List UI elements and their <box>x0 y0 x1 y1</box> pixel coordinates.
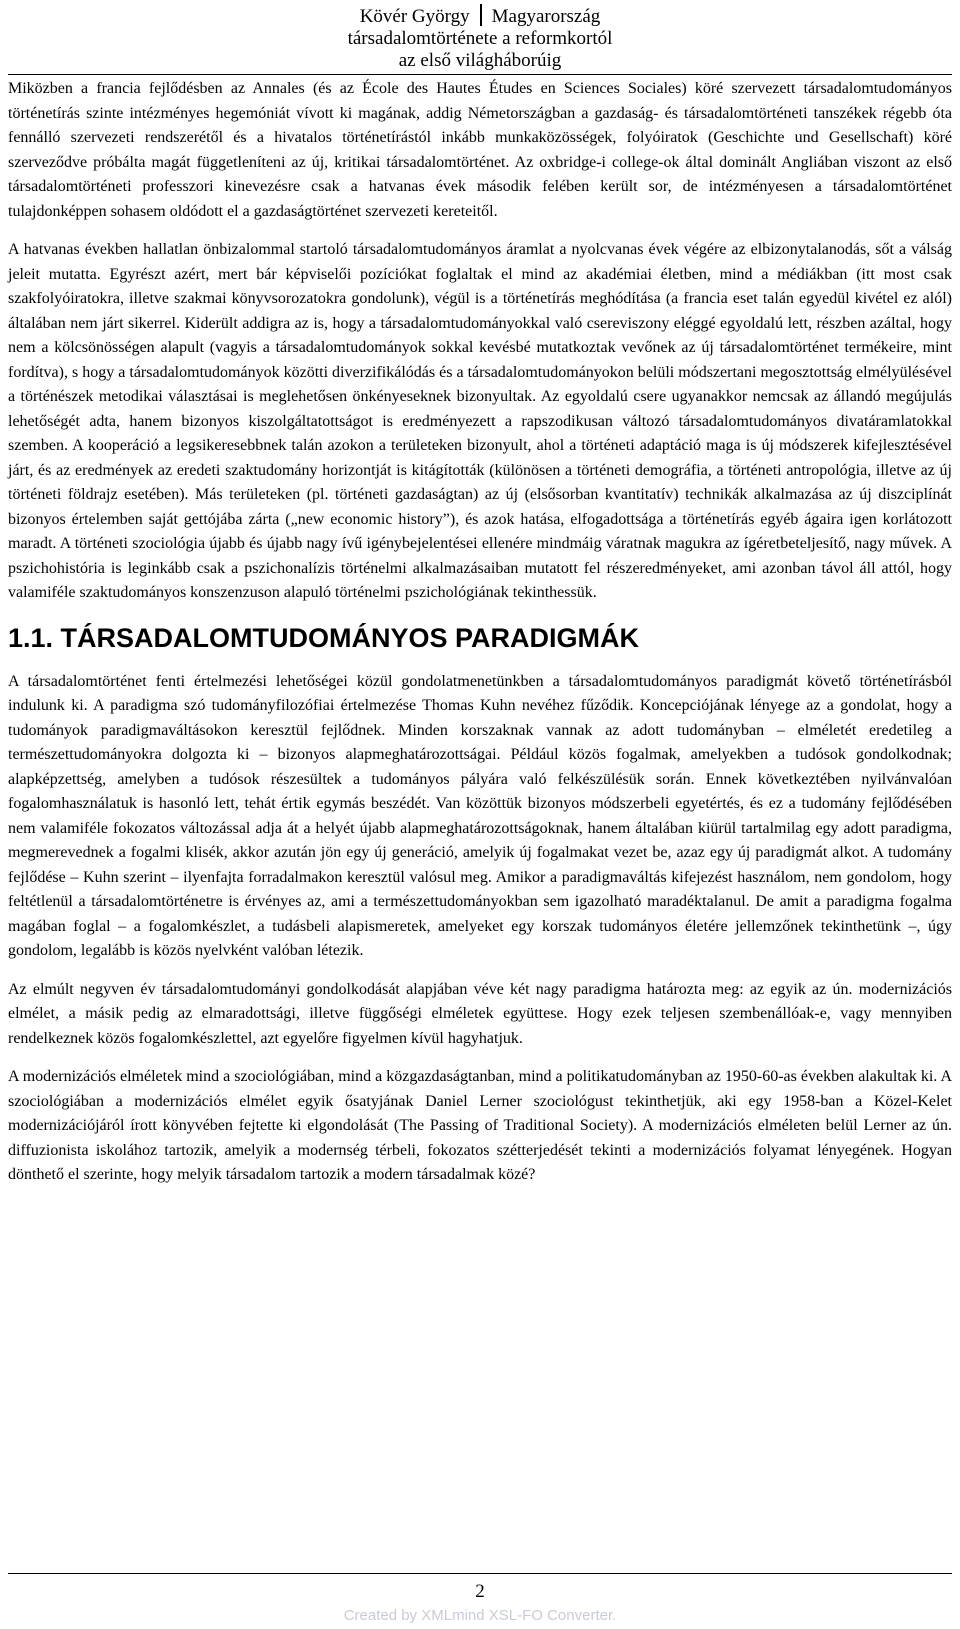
header-title-line1: Magyarország <box>491 6 601 27</box>
paragraph-5: A modernizációs elméletek mind a szociológiában, mind a közgazdaságtanban, mind a politikatudományban az 1950-60-as években alakultak ki. A szociológiában a modernizációs elmélet egyik ősatyjának Daniel Lerner szociológust tekinthetjük, aki egy 1958-ban a Közel-Kelet modernizációjáról írott könyvében fejtette ki elgondolását (The Passing of Traditional Society). A modernizációs elméleten belül Lerner az ún. diffuzionista iskolához tartozik, amelyik a modernség térbeli, fokozatos szétterjedését tekinti a modernizációs folyamat lényegének. Hogyan dönthető el szerinte, hogy melyik társadalom tartozik a modern társadalmak közé? <box>8 1068 952 1183</box>
paragraph-gap <box>8 1051 952 1065</box>
header-title-line3: az első világháborúig <box>398 50 562 71</box>
paragraph-gap <box>8 224 952 238</box>
footer-rule <box>8 1573 952 1574</box>
header-rule <box>8 74 952 75</box>
header-top-line <box>0 4 960 29</box>
body-text <box>8 77 952 1188</box>
paragraph-gap <box>8 964 952 978</box>
page-number: 2 <box>475 1581 485 1602</box>
paragraph-2: A hatvanas években hallatlan önbizalommal startoló társadalomtudományos áramlat a nyolcvanas évek végére az elbizonytalanodás, sőt a válság jeleit mutatta. Egyrészt azért, mert bár képviselői pozíciókat foglaltak el mind az akadémiai életben, mind a médiákban (itt most csak szakfolyóiratokra, illetve szakmai könyvsorozatokra gondolunk), végül is a történetírás meghódítása (a francia eset talán egyedül kivétel ez alól) általában nem járt sikerrel. Kiderült addigra az is, hogy a társadalomtudományokkal való csereviszony eléggé egyoldalú lett, részben azáltal, hogy nem a kölcsönösségen alapult (vagyis a társadalomtudományok sokkal kevésbé mutatkoztak vevőnek az új társadalomtörténet termékeire, mint fordítva), s hogy a társadalomtudományok közötti diverzifikálódás és a társadalomtudományokon belüli módszertani megosztottság elmélyülésével a történészek metodikai választásai is meglehetősen önkényeseknek bizonyultak. Az egyoldalú csere ugyanakkor nemcsak az állandó megújulás lehetőségét adta, hanem bizonyos kiszolgáltatottságot is eredményezett a rapszodikusan változó társadalomtudományos divatáramlatokkal szemben. A kooperáció a legsikeresebbnek talán azokon a területeken bizonyult, ahol a történeti adaptáció maga is új módszerek kifejlesztésével járt, és az eredmények az eredeti szaktudomány horizontját is kitágították (különösen a történeti demográfia, a történeti antropológia, illetve az új történeti földrajz esetében). Más területeken (pl. történeti gazdaságtan) az új (elsősorban kvantitatív) technikák alkalmazása az új diszciplínát bizonyos értelemben saját gettójába zárta („new economic history”), és azok hatása, elfogadottsága a történetírás egyéb ágaira igen korlátozott maradt. A történeti szociológia újabb és újabb nagy ívű igénybejelentései ellenére mindmáig váratnak magukra az ígéretbeteljesítő, nagy művek. A pszichohistória is leginkább csak a pszichonalízis történelmi alkalmazásaiban mutatott fel részeredményeket, ami azonban távol áll attól, hogy valamiféle szaktudományos konszenzuson alapuló történelmi pszichológiának tekinthessük. <box>8 241 952 601</box>
header-title-line2: társadalomtörténete a reformkortól <box>347 28 613 49</box>
paragraph-4: Az elmúlt negyven év társadalomtudományi gondolkodását alapjában véve két nagy paradigma határozta meg: az egyik az ún. modernizációs elmélet, a másik pedig az elmaradottsági, illetve függőségi elméletek együttese. Hogy ezek teljesen szembenállóak-e, vagy mennyiben rendelkeznek közös fogalomkészlettel, azt egyelőre figyelmen kívül hagyhatjuk. <box>8 980 952 1047</box>
paragraph-3: A társadalomtörténet fenti értelmezési lehetőségei közül gondolatmenetünkben a társadalomtudományos paradigmát követő történetírásból indulunk ki. A paradigma szó tudományfilozófiai értelmezése Thomas Kuhn nevéhez fűződik. Koncepciójának lényege az a gondolat, hogy a tudományok paradigmaváltásokon keresztül fejlődnek. Minden korszaknak vannak az adott tudományban – elméletét eredetileg a természettudományokra dolgozta ki – bizonyos alapmeghatározottságai. Például közös fogalmak, amelyekben a tudósok gondolkodnak; alapképzettség, amelyben a tudósok részesültek a tudományos pályára való felkészülésük során. Ennek következtében nyilvánvalóan fogalomhasználatuk is hasonló lett, tehát értik egymás beszédét. Van közöttük bizonyos módszerbeli egyetértés, és ez a tudomány fejlődésében nem valamiféle fokozatos változással adja át a helyét újabb alapmeghatározottságoknak, hanem általában kiürül tartalmilag egy adott paradigma, megmerevednek a fogalmi klisék, akkor azután jön egy új generáció, amelyik új fogalmakat vezet be, azaz egy új paradigmát alkot. A tudomány fejlődése – Kuhn szerint – ilyenfajta forradalmakon keresztül valósul meg. Amikor a paradigmaváltás kifejezést használom, nem gondolom, hogy feltétlenül a társadalomtörténetre is érvényes az, ami a természettudományokban sem igazolható maradéktalanul. De amit a paradigma fogalma magában foglal – a fogalomkészlet, a tudásbeli alapismeretek, amelyeket egy korszak tudományos életére jellemzőnek tekinthetünk –, úgy gondolom, legalább is közös nyelvként valóban létezik. <box>8 672 952 959</box>
paragraph-1: Miközben a francia fejlődésben az Annales (és az École des Hautes Études en Sciences Sociales) köré szervezett társadalomtudományos történetírás szinte intézményes hegemóniát vívott ki magának, addig Németországban a gazdaság- és társadalomtörténeti tanszékek régebb óta fennálló szervezeti rendszerétől és a hivatalos történetírástól inkább munkaközösségek, folyóiratok (Geschichte und Gesellschaft) köré szerveződve próbálta magát függetleníteni az új, kritikai társadalomtörténet. Az oxbridge-i college-ok által dominált Angliában viszont az első társadalomtörténeti professzori kinevezésre csak a hatvanas évek második felében került sor, de intézményesen a társadalomtörténet tulajdonképpen sohasem oldódott el a gazdaságtörténet szervezeti kereteitől. <box>8 80 952 220</box>
section-heading: 1.1. TÁRSADALOMTUDOMÁNYOS PARADIGMÁK <box>8 622 640 653</box>
running-header <box>0 4 960 74</box>
header-author: Kövér György <box>359 6 470 27</box>
converter-credit: Created by XMLmind XSL-FO Converter. <box>343 1607 617 1624</box>
